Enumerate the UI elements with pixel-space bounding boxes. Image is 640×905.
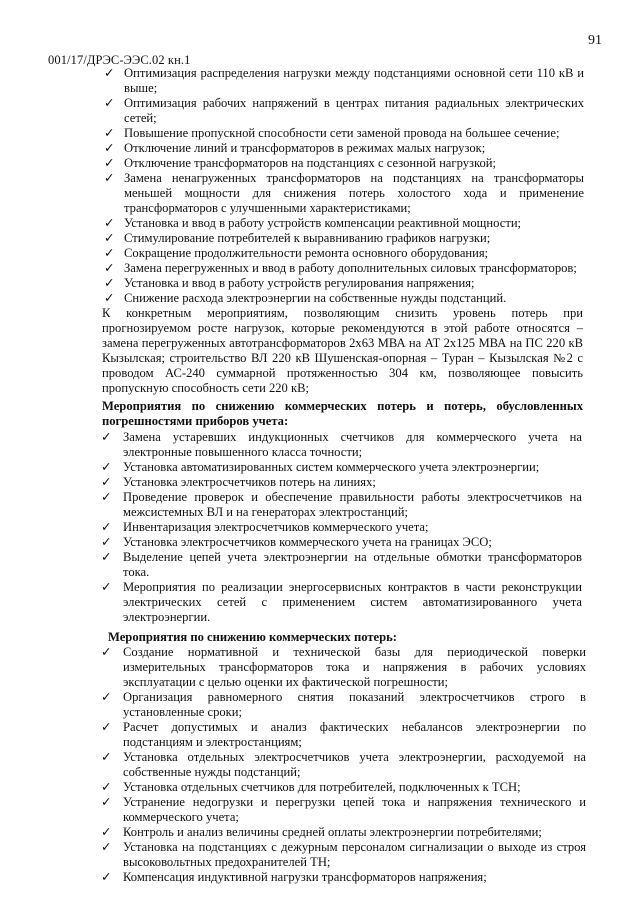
list-item: ✓ Организация равномерного снятия показаний электросчетчиков строго в установленные сроки; bbox=[101, 690, 586, 719]
list-item: ✓ Установка электросчетчиков коммерческого учета на границах ЭСО; bbox=[101, 535, 492, 549]
checkmark-icon: ✓ bbox=[101, 825, 112, 839]
checkmark-icon: ✓ bbox=[101, 870, 112, 884]
list-item: ✓ Отключение линий и трансформаторов в режимах малых нагрузок; bbox=[104, 141, 486, 155]
measures-list-commercial bbox=[0, 645, 640, 885]
list-item: ✓ Контроль и анализ величины средней оплаты электроэнергии потребителями; bbox=[101, 825, 542, 839]
checkmark-icon: ✓ bbox=[101, 520, 112, 534]
checkmark-icon: ✓ bbox=[101, 430, 112, 444]
list-item: ✓ Стимулирование потребителей к выравниванию графиков нагрузки; bbox=[104, 231, 491, 245]
checkmark-icon: ✓ bbox=[101, 780, 112, 794]
page-number: 91 bbox=[588, 33, 602, 48]
list-item: ✓ Установка и ввод в работу устройств компенсации реактивной мощности; bbox=[104, 216, 522, 230]
list-item: ✓ Установка на подстанциях с дежурным персоналом сигнализации о выходе из строя высоковольтных предохранителей ТН; bbox=[101, 840, 586, 869]
checkmark-icon: ✓ bbox=[104, 231, 115, 245]
checkmark-icon: ✓ bbox=[101, 550, 112, 564]
section-heading: Мероприятия по снижению коммерческих потерь: bbox=[108, 630, 397, 644]
document-code: 001/17/ДРЭС-ЭЭС.02 кн.1 bbox=[48, 53, 191, 67]
list-item: ✓ Создание нормативной и технической базы для периодической поверки измерительных трансформаторов тока и напряжения в рабочих условиях эксплуатации с целью оценки их фактической погрешности; bbox=[101, 645, 586, 689]
list-item: ✓ Сокращение продолжительности ремонта основного оборудования; bbox=[104, 246, 489, 260]
list-item: ✓ Устранение недогрузки и перегрузки цепей тока и напряжения технического и коммерческого учета; bbox=[101, 795, 586, 824]
list-item: ✓ Повышение пропускной способности сети заменой провода на большее сечение; bbox=[104, 126, 560, 140]
list-item: ✓ Установка автоматизированных систем коммерческого учета электроэнергии; bbox=[101, 460, 540, 474]
checkmark-icon: ✓ bbox=[101, 645, 112, 659]
checkmark-icon: ✓ bbox=[104, 141, 115, 155]
list-item: ✓ Инвентаризация электросчетчиков коммерческого учета; bbox=[101, 520, 429, 534]
checkmark-icon: ✓ bbox=[101, 795, 112, 809]
checkmark-icon: ✓ bbox=[104, 156, 115, 170]
checkmark-icon: ✓ bbox=[101, 490, 112, 504]
measures-list-technical bbox=[0, 66, 640, 306]
list-item: ✓ Установка отдельных счетчиков для потребителей, подключенных к ТСН; bbox=[101, 780, 521, 794]
list-item: ✓ Установка и ввод в работу устройств регулирования напряжения; bbox=[104, 276, 475, 290]
checkmark-icon: ✓ bbox=[104, 216, 115, 230]
list-item: ✓ Компенсация индуктивной нагрузки трансформаторов напряжения; bbox=[101, 870, 487, 884]
checkmark-icon: ✓ bbox=[104, 171, 115, 185]
body-paragraph: К конкретным мероприятиям, позволяющим снизить уровень потерь при прогнозируемом росте нагрузок, которые рекомендуются в этой работе относятся – замена перегруженных автотрансформаторов 2х63 МВА на АТ 2х125 МВА на ПС 220 кВ Кызылская; строительство ВЛ 220 кВ Шушенская-опорная – Туран – Кызылская №2 с проводом АС-240 суммарной протяженностью 304 км, позволяющее повысить пропускную способность сети 220 кВ; bbox=[102, 306, 583, 395]
checkmark-icon: ✓ bbox=[101, 750, 112, 764]
checkmark-icon: ✓ bbox=[101, 690, 112, 704]
checkmark-icon: ✓ bbox=[104, 96, 115, 110]
checkmark-icon: ✓ bbox=[101, 840, 112, 854]
list-item: ✓ Оптимизация рабочих напряжений в центрах питания радиальных электрических сетей; bbox=[104, 96, 584, 125]
checkmark-icon: ✓ bbox=[104, 276, 115, 290]
document-body bbox=[0, 66, 640, 885]
checkmark-icon: ✓ bbox=[104, 66, 115, 80]
checkmark-icon: ✓ bbox=[101, 475, 112, 489]
checkmark-icon: ✓ bbox=[101, 580, 112, 594]
list-item: ✓ Оптимизация распределения нагрузки между подстанциями основной сети 110 кВ и выше; bbox=[104, 66, 584, 95]
list-item: ✓ Замена устаревших индукционных счетчиков для коммерческого учета на электронные повышенного класса точности; bbox=[101, 430, 582, 459]
checkmark-icon: ✓ bbox=[104, 246, 115, 260]
checkmark-icon: ✓ bbox=[104, 261, 115, 275]
checkmark-icon: ✓ bbox=[101, 720, 112, 734]
list-item: ✓ Замена ненагруженных трансформаторов на подстанциях на трансформаторы меньшей мощности для снижения потерь холостого хода и применение трансформаторов с улучшенными характеристиками; bbox=[104, 171, 584, 215]
list-item: ✓ Проведение проверок и обеспечение правильности работы электросчетчиков на межсистемных ВЛ и на генераторах электростанций; bbox=[101, 490, 582, 519]
list-item: ✓ Отключение трансформаторов на подстанциях с сезонной нагрузкой; bbox=[104, 156, 496, 170]
list-item: ✓ Замена перегруженных и ввод в работу дополнительных силовых трансформаторов; bbox=[104, 261, 577, 275]
measures-list-metering bbox=[0, 430, 640, 625]
list-item: ✓ Расчет допустимых и анализ фактических небалансов электроэнергии по подстанциям и электростанциям; bbox=[101, 720, 586, 749]
checkmark-icon: ✓ bbox=[101, 535, 112, 549]
list-item: ✓ Снижение расхода электроэнергии на собственные нужды подстанций. bbox=[104, 291, 507, 305]
checkmark-icon: ✓ bbox=[104, 126, 115, 140]
list-item: ✓ Установка отдельных электросчетчиков учета электроэнергии, расходуемой на собственные нужды подстанций; bbox=[101, 750, 586, 779]
checkmark-icon: ✓ bbox=[104, 291, 115, 305]
list-item: ✓ Установка электросчетчиков потерь на линиях; bbox=[101, 475, 376, 489]
checkmark-icon: ✓ bbox=[101, 460, 112, 474]
list-item: ✓ Мероприятия по реализации энергосервисных контрактов в части реконструкции электрических сетей с применением систем автоматизированного учета электроэнергии. bbox=[101, 580, 582, 624]
section-heading: Мероприятия по снижению коммерческих потерь и потерь, обусловленных погрешностями приборов учета: bbox=[102, 399, 583, 428]
list-item: ✓ Выделение цепей учета электроэнергии на отдельные обмотки трансформаторов тока. bbox=[101, 550, 582, 579]
